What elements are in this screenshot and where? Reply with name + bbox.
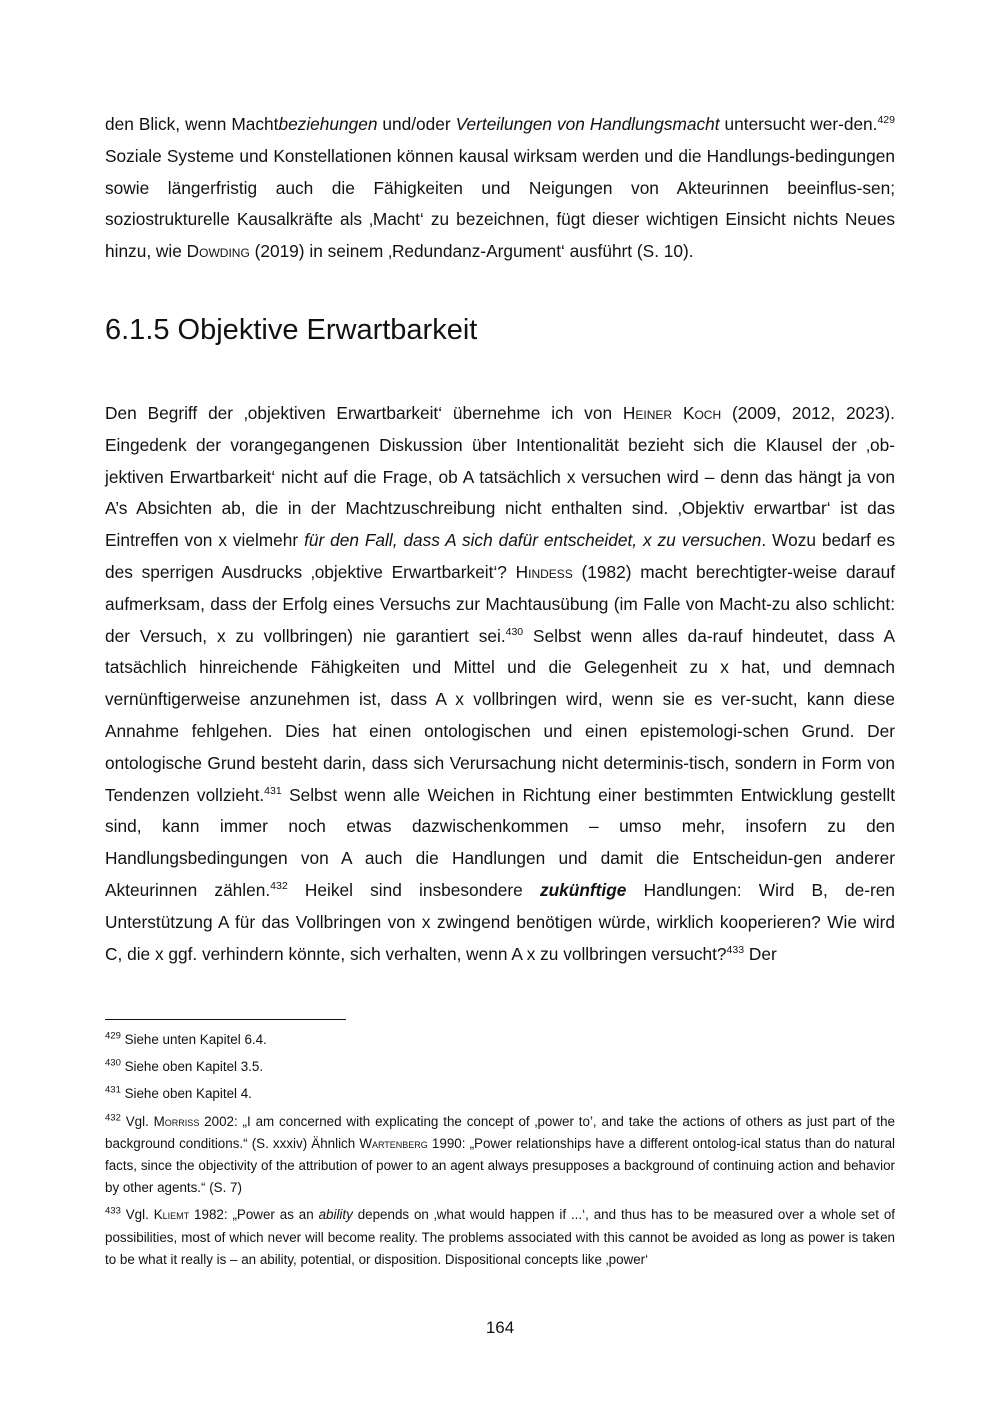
footnote-text: Vgl. (120, 1207, 154, 1223)
footnote-ref-429[interactable]: 429 (877, 114, 895, 127)
footnote-430 (105, 1056, 895, 1078)
text-run: Der (744, 943, 777, 964)
footnote-431 (105, 1083, 895, 1105)
footnote-432 (105, 1111, 895, 1200)
footnote-text: 1982: „Power as an (189, 1207, 319, 1223)
text-run: Den Begriff der ‚objektiven Erwartbarkeit‘ übernehme ich von (105, 402, 623, 423)
text-run: (2019) in seinem ‚Redundanz-Argument‘ ausführt (S. 10). (249, 241, 694, 262)
text-run: den Blick, wenn Macht (105, 114, 279, 134)
emphasis: ability (318, 1207, 353, 1223)
text-run: Heikel sind insbesondere (287, 879, 540, 900)
paragraph-2 (105, 398, 895, 970)
text-run: Handlungen: Wird B, de-ren Unterstützung A für das Vollbringen von x zwingend benötigen würde, wirklich kooperieren? Wie wird C, die x ggf. verhindern könnte, sich verhalten, wenn A x zu vollbringen versucht? (105, 879, 895, 964)
text-run: Soziale Systeme und Konstellationen können kausal wirksam werden und die Handlungs-bedingungen sowie längerfristig auch die Fähigkeiten und Neigungen von Akteurinnen beeinflus-sen; soziostrukturelle Kausalkräfte als ‚Macht‘ zu bezeichnen, fügt dieser wichtigen Einsicht nichts Neues hinzu, wie (105, 145, 895, 262)
footnote-text: depends on ‚what would happen if ...‘, and thus has to be measured over a whole set of possibilities, most of which never will become reality. The problems associated with this cannot be avoided as long as power is taken to be what it really is – an ability, potential, or disposition. Dispositional concepts like ‚power‘ (105, 1207, 895, 1267)
emphasis: für den Fall, dass A sich dafür entscheidet, x zu versuchen (304, 530, 762, 551)
footnote-text: Siehe oben Kapitel 4. (120, 1086, 252, 1102)
text-run: . Wozu bedarf es des sperrigen Ausdrucks ‚objektive Erwartbarkeit‘? (105, 530, 896, 582)
text-run: und/oder (377, 114, 456, 134)
text-run: Selbst wenn alle Weichen in Richtung einer bestimmten Entwicklung gestellt sind, kann immer noch etwas dazwischenkommen – umso mehr, insofern zu den Handlungsbedingungen von A auch die Handlungen und damit die Entscheidun-gen anderer Akteurinnen zählen. (105, 784, 896, 900)
text-run: Selbst wenn alles da-rauf hindeutet, dass A tatsächlich hinreichende Fähigkeiten und Mittel und die Gelegenheit zu x hat, und demnach vernünftigerweise anzunehmen ist, dass A x vollbringen wird, wenn sie es ver-sucht, kann diese Annahme fehlgehen. Dies hat einen ontologischen und einen epistemologi-schen Grund. Der ontologische Grund besteht darin, dass sich Verursachung nicht determinis-tisch, sondern in Form von Tendenzen vollzieht. (105, 625, 895, 805)
author-name: Morriss (153, 1113, 200, 1129)
footnote-number: 431 (105, 1084, 121, 1096)
footnote-ref-433[interactable]: 433 (726, 943, 745, 956)
text-run: untersucht wer-den. (719, 114, 878, 134)
footnote-433 (105, 1204, 895, 1271)
paragraph-1 (105, 109, 895, 268)
footnote-text: 1990: „Power relationships have a different ontolog-ical status than do natural facts, since the objectivity of the attribution of power to an agent always presupposes a background of continuing action and behavior by other agents.“ (S. 7) (105, 1135, 895, 1196)
footnote-text: Siehe oben Kapitel 3.5. (120, 1059, 264, 1075)
emphasis: Verteilungen von Handlungsmacht (455, 114, 720, 134)
footnote-number: 433 (105, 1205, 121, 1217)
footnote-429 (105, 1029, 895, 1051)
page-number: 164 (485, 1318, 515, 1337)
text-run: (2009, 2012, 2023). Eingedenk der vorangegangenen Diskussion über Intentionalität bezieht sich die Klausel der ‚ob-jektiven Erwartbarkeit‘ nicht auf die Frage, ob A tatsächlich x versuchen wird – denn das hängt ja von A’s Absichten ab, die in der Machtzuschreibung nicht enthalten sind. ‚Objektiv erwartbar‘ ist das Eintreffen von x vielmehr (105, 402, 895, 551)
footnote-text: 2002: „I am concerned with explicating the concept of ‚power to’, and take the actions of others as just part of the background conditions.“ (S. xxxiv) Ähnlich (105, 1113, 895, 1151)
footnote-divider (105, 1019, 346, 1020)
section-heading: 6.1.5 Objektive Erwartbarkeit (105, 313, 478, 346)
footnote-ref-432[interactable]: 432 (270, 880, 288, 893)
author-name: Heiner Koch (622, 402, 722, 423)
text-run: (1982) macht berechtigter-weise darauf aufmerksam, dass der Erfolg eines Versuchs zur Machtausübung (im Falle von Macht-zu also schlicht: der Versuch, x zu vollbringen) nie garantiert sei. (105, 561, 895, 646)
author-name: Kliemt (153, 1207, 190, 1223)
page-content (105, 109, 895, 970)
footnote-number: 430 (105, 1057, 121, 1069)
footnote-number: 432 (105, 1112, 121, 1124)
footnote-text: Siehe unten Kapitel 6.4. (120, 1032, 267, 1047)
emphasis: beziehungen (278, 114, 378, 134)
footnote-number: 429 (105, 1030, 121, 1042)
author-name: Dowding (186, 241, 250, 262)
footnote-text: Vgl. (120, 1113, 154, 1129)
footnote-ref-430[interactable]: 430 (505, 625, 524, 638)
footnote-ref-431[interactable]: 431 (264, 784, 282, 797)
author-name: Wartenberg (359, 1135, 428, 1151)
emphasis: zukünftige (539, 879, 627, 900)
author-name: Hindess (515, 561, 573, 582)
footnotes (105, 1029, 895, 1276)
